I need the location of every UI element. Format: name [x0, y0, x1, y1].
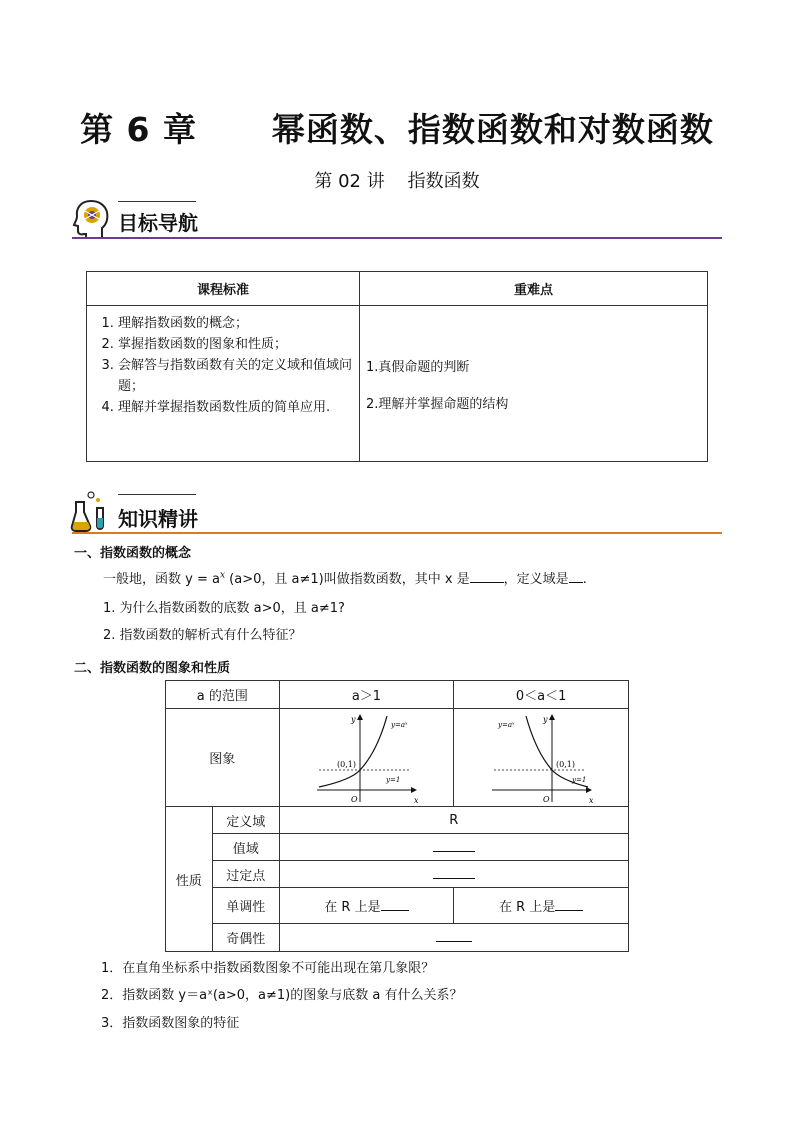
graph2-x-label: x [589, 795, 594, 804]
graph1-origin-label: O [351, 794, 358, 804]
section2-overline [118, 494, 196, 495]
definition-text: . [582, 572, 587, 587]
part1-question-1: 1. 为什么指数函数的底数 a>0，且 a≠1? [103, 601, 345, 616]
part1-heading: 一、指数函数的概念 [74, 546, 192, 561]
graph1-point-label: (0,1) [337, 759, 357, 769]
graph2-origin-label: O [543, 794, 550, 804]
blank-line [555, 898, 583, 911]
range-row-label-cell: 值域 [212, 834, 279, 861]
blank-line [433, 839, 475, 852]
graph2-point-label: (0,1) [556, 759, 576, 769]
standard-item: 1. 理解指数函数的概念； [118, 313, 352, 334]
fixed-point-label-cell: 过定点 [212, 861, 279, 888]
parity-label-cell: 奇偶性 [212, 924, 279, 952]
course-standards-table [86, 271, 708, 462]
monotonic-case2-cell [454, 888, 629, 924]
key-points-cell [360, 306, 708, 462]
domain-value-cell: R [279, 807, 628, 834]
graph-decreasing [486, 712, 596, 804]
case2-header: 0＜a＜1 [454, 681, 629, 709]
definition-text: (a>0，且 a≠1)叫做指数函数，其中 x 是 [225, 572, 470, 587]
lecture-subtitle: 第 02 讲 指数函数 [314, 171, 480, 192]
key-point-item: 2.理解并掌握命题的结构 [366, 396, 509, 412]
graph2-y-label: y [543, 714, 548, 724]
domain-label-cell: 定义域 [212, 807, 279, 834]
part2-question-3: 3．指数函数图象的特征 [101, 1016, 240, 1031]
graph1-line-label: y=1 [386, 775, 401, 784]
blank-line [569, 570, 583, 583]
part2-heading: 二、指数函数的图象和性质 [74, 661, 231, 676]
parity-value-cell [279, 924, 628, 952]
blank-line [470, 570, 504, 583]
table-header-standards: 课程标准 [87, 272, 360, 306]
standard-item: 2. 掌握指数函数的图象和性质； [118, 334, 352, 355]
range-label-cell: a 的范围 [166, 681, 280, 709]
section2-rule [72, 532, 722, 534]
head-brain-icon [72, 197, 110, 239]
section1-title: 目标导航 [118, 211, 198, 235]
part1-question-2: 2. 指数函数的解析式有什么特征？ [103, 628, 302, 643]
definition-text: 一般地，函数 y = a [103, 572, 220, 587]
graph-case1-cell [279, 709, 454, 807]
part2-question-2: 2．指数函数 y＝aˣ(a>0，a≠1)的图象与底数 a 有什么关系？ [101, 988, 463, 1003]
graph-case2-cell [454, 709, 629, 807]
blank-line [436, 929, 472, 942]
range-value-cell [279, 834, 628, 861]
fixed-point-value-cell [279, 861, 628, 888]
section1-rule [72, 237, 722, 239]
key-point-item: 1.真假命题的判断 [366, 359, 470, 375]
graph-label-cell: 图象 [166, 709, 280, 807]
monotonic-case1-cell [279, 888, 454, 924]
graph2-curve-label: y=aˣ [498, 720, 515, 729]
monotonic-case1-text: 在 R 上是 [324, 900, 381, 915]
graph-increasing [311, 712, 421, 804]
table-header-key-points: 重难点 [360, 272, 708, 306]
section1-overline [118, 201, 196, 202]
property-label-cell: 性质 [166, 807, 213, 952]
standards-cell [87, 306, 360, 462]
monotonic-case2-text: 在 R 上是 [498, 900, 556, 915]
blank-line [381, 898, 409, 911]
graph1-y-label: y [351, 714, 356, 724]
part2-question-1: 1．在直角坐标系中指数函数图象不可能出现在第几象限？ [101, 961, 435, 976]
graph1-curve-label: y=aˣ [391, 720, 408, 729]
standard-item: 3. 会解答与指数函数有关的定义域和值域问题； [118, 355, 352, 397]
standard-item: 4. 理解并掌握指数函数性质的简单应用. [118, 397, 352, 418]
part1-definition [103, 568, 587, 587]
blank-line [433, 866, 475, 879]
graph2-line-label: y=1 [572, 775, 587, 784]
properties-table [165, 680, 629, 952]
graph1-x-label: x [414, 795, 419, 804]
case1-header: a＞1 [279, 681, 454, 709]
flask-icon [70, 490, 110, 532]
section2-title: 知识精讲 [118, 507, 198, 531]
page-title: 第 6 章 幂函数、指数函数和对数函数 [80, 110, 714, 149]
definition-exponent: x [219, 570, 226, 581]
definition-text: ，定义域是 [503, 572, 569, 587]
monotonic-label-cell: 单调性 [212, 888, 279, 924]
